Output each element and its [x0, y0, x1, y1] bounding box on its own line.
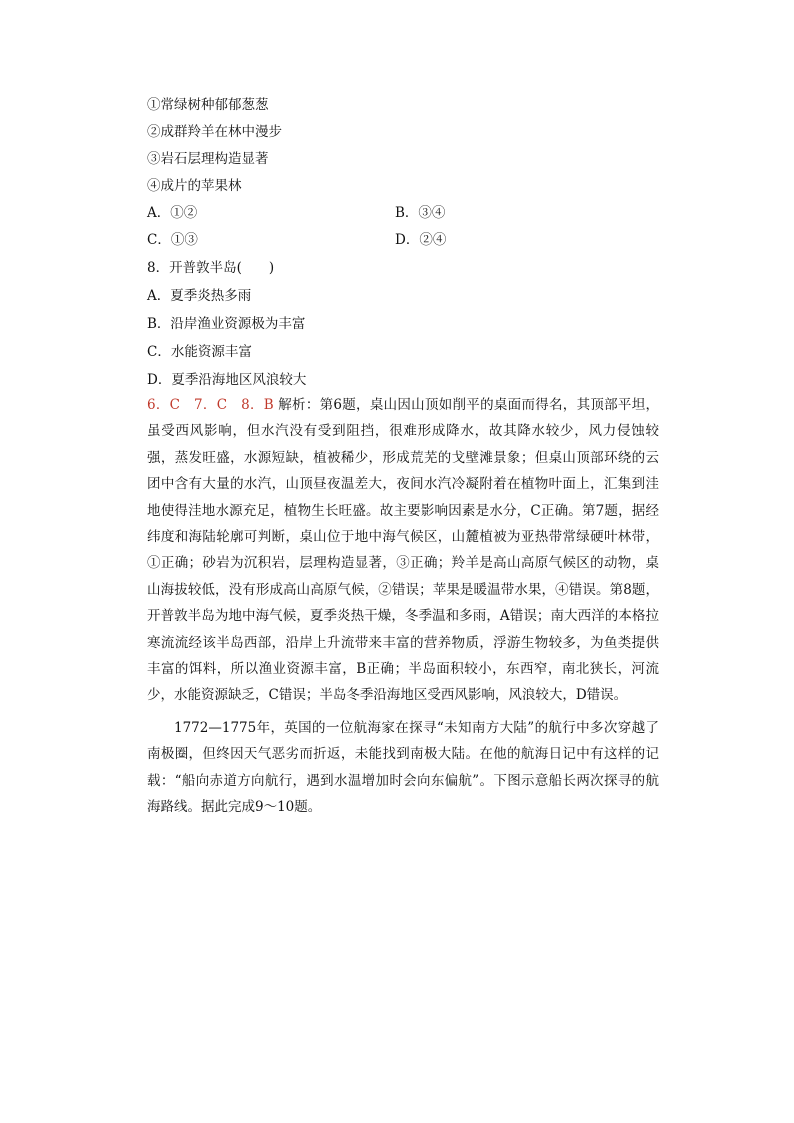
q7-option-c: C．①③	[147, 232, 198, 248]
q8-option-d: D．夏季沿海地区风浪较大	[147, 372, 307, 388]
answer-key: 6．C 7．C 8．B	[147, 397, 274, 413]
q8-option-c: C．水能资源丰富	[147, 344, 252, 360]
q7-item-3: ③岩石层理构造显著	[147, 151, 269, 167]
q7-option-d: D．②④	[395, 232, 447, 248]
q8-option-a: A．夏季炎热多雨	[147, 288, 252, 304]
q7-option-b: B．③④	[395, 205, 446, 221]
intro-paragraph: 1772—1775年，英国的一位航海家在探寻“未知南方大陆”的航行中多次穿越了南极圈，但终因天气恶劣而折返，未能找到南极大陆。在他的航海日记中有这样的记载：“船向赤道方向航行，遇到水温增加时会向东偏航”。下图示意船长两次探寻的航海路线。据此完成9～10题。	[147, 720, 659, 816]
analysis-paragraph	[147, 392, 659, 709]
q8-stem: 8．开普敦半岛( )	[147, 260, 275, 276]
q7-item-1: ①常绿树种郁郁葱葱	[147, 97, 269, 113]
q7-item-2: ②成群羚羊在林中漫步	[147, 124, 282, 140]
q7-item-4: ④成片的苹果林	[147, 178, 242, 194]
q8-option-b: B．沿岸渔业资源极为丰富	[147, 316, 306, 332]
analysis-text: 解析：第6题，桌山因山顶如削平的桌面而得名，其顶部平坦，虽受西风影响，但水汽没有受到阻挡，很难形成降水，故其降水较少，风力侵蚀较强，蒸发旺盛，水源短缺，植被稀少，形成荒芜的戈壁滩景象；但桌山顶部环绕的云团中含有大量的水汽，山顶昼夜温差大，夜间水汽冷凝附着在植物叶面上，汇集到洼地使得洼地水源充足，植物生长旺盛。故主要影响因素是水分，C正确。第7题，据经纬度和海陆轮廓可判断，桌山位于地中海气候区，山麓植被为亚热带常绿硬叶林带，①正确；砂岩为沉积岩，层理构造显著，③正确；羚羊是高山高原气候区的动物，桌山海拔较低，没有形成高山高原气候，②错误；苹果是暖温带水果，④错误。第8题，开普敦半岛为地中海气候，夏季炎热干燥，冬季温和多雨，A错误；南大西洋的本格拉寒流流经该半岛西部，沿岸上升流带来丰富的营养物质，浮游生物较多，为鱼类提供丰富的饵料，所以渔业资源丰富，B正确；半岛面积较小，东西窄，南北狭长，河流少，水能资源缺乏，C错误；半岛冬季沿海地区受西风影响，风浪较大，D错误。	[147, 397, 659, 704]
q7-option-a: A．①②	[147, 205, 198, 221]
